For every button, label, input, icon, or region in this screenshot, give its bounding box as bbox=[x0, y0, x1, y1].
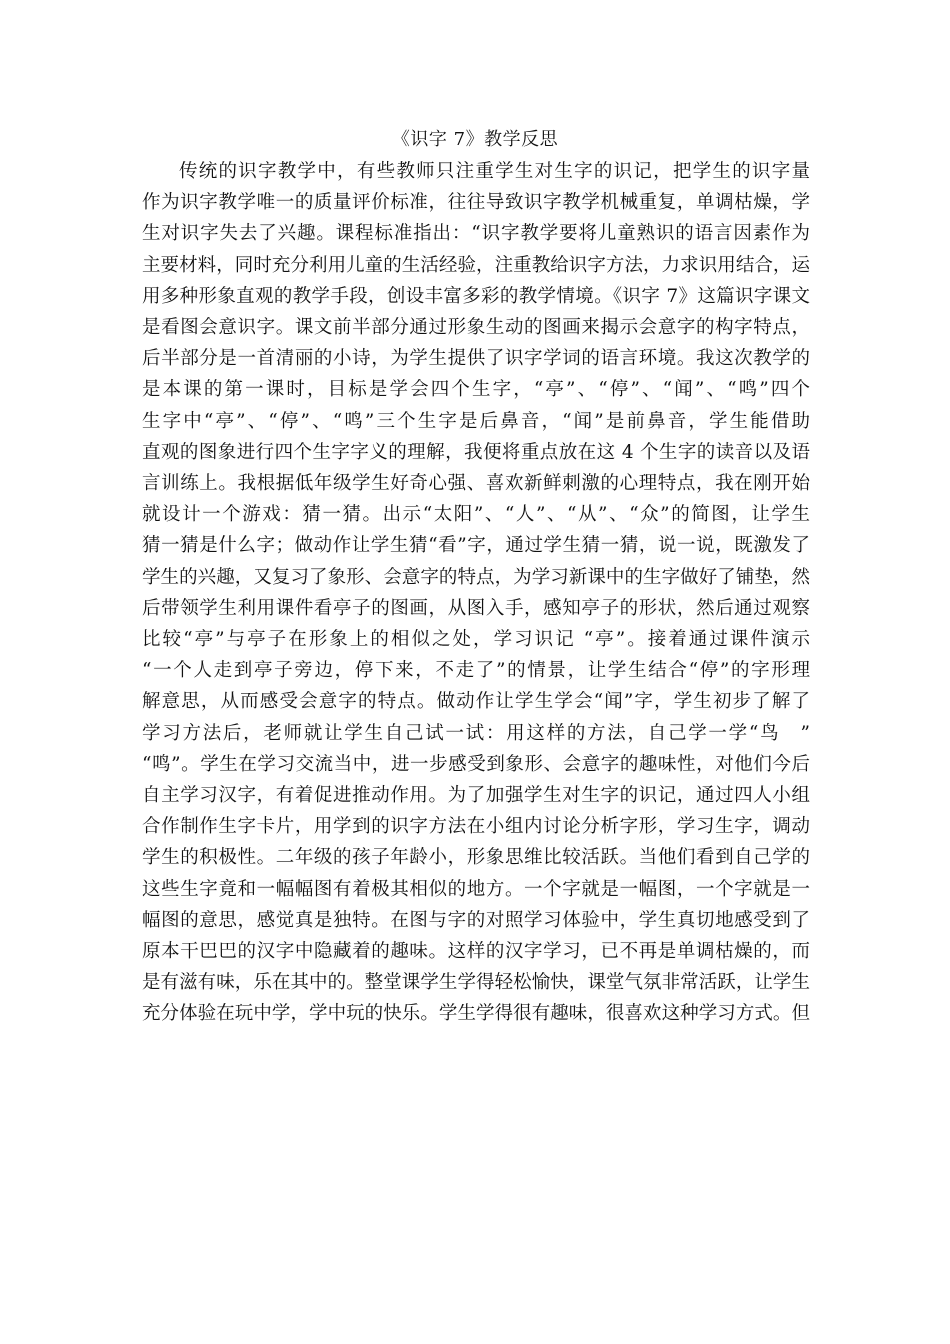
paragraph-line: 直观的图象进行四个生字字义的理解，我便将重点放在这 4 个生字的读音以及语 bbox=[142, 441, 810, 463]
paragraph-line: 合作制作生字卡片，用学到的识字方法在小组内讨论分析字形，学习生字，调动 bbox=[142, 816, 810, 838]
paragraph-line: “一个人走到亭子旁边，停下来，不走了”的情景，让学生结合“停”的字形理 bbox=[142, 660, 810, 682]
paragraph-line: 就设计一个游戏：猜一猜。出示“太阳”、“人”、“从”、“众”的简图，让学生 bbox=[142, 504, 810, 526]
paragraph-line: 后半部分是一首清丽的小诗，为学生提供了识字学词的语言环境。我这次教学的 bbox=[142, 348, 810, 370]
paragraph-line: 比较“亭”与亭子在形象上的相似之处，学习识记 “亭”。接着通过课件演示 bbox=[142, 629, 810, 651]
paragraph-line: 主要材料，同时充分利用儿童的生活经验，注重教给识字方法，力求识用结合，运 bbox=[142, 254, 810, 276]
paragraph-line: 是有滋有味，乐在其中的。整堂课学生学得轻松愉快，课堂气氛非常活跃，让学生 bbox=[142, 972, 810, 994]
paragraph-line: 幅图的意思，感觉真是独特。在图与字的对照学习体验中，学生真切地感受到了 bbox=[142, 909, 810, 931]
paragraph-line: 猜一猜是什么字；做动作让学生猜“看”字，通过学生猜一猜，说一说，既激发了 bbox=[142, 535, 810, 557]
paragraph-line: 用多种形象直观的教学手段，创设丰富多彩的教学情境。《识字 7》这篇识字课文 bbox=[142, 285, 810, 307]
paragraph-line: 作为识字教学唯一的质量评价标准，往往导致识字教学机械重复，单调枯燥，学 bbox=[142, 192, 810, 214]
document-body bbox=[142, 156, 810, 1030]
paragraph-line: 生字中“亭”、“停”、“鸣”三个生字是后鼻音，“闻”是前鼻音，学生能借助 bbox=[142, 410, 810, 432]
paragraph-line: “鸣”。学生在学习交流当中，进一步感受到象形、会意字的趣味性，对他们今后 bbox=[142, 753, 810, 775]
paragraph-line: 学生的积极性。二年级的孩子年龄小，形象思维比较活跃。当他们看到自己学的 bbox=[142, 847, 810, 869]
paragraph-line: 是本课的第一课时，目标是学会四个生字，“亭”、“停”、“闻”、“鸣”四个 bbox=[142, 379, 810, 401]
paragraph-line: 自主学习汉字，有着促进推动作用。为了加强学生对生字的识记，通过四人小组 bbox=[142, 785, 810, 807]
paragraph-line: 解意思，从而感受会意字的特点。做动作让学生学会“闻”字，学生初步了解了 bbox=[142, 691, 810, 713]
paragraph-line: 学习方法后，老师就让学生自己试一试：用这样的方法，自己学一学“鸟 ” bbox=[142, 722, 810, 744]
paragraph-line: 言训练上。我根据低年级学生好奇心强、喜欢新鲜刺激的心理特点，我在刚开始 bbox=[142, 473, 810, 495]
paragraph-line: 原本干巴巴的汉字中隐藏着的趣味。这样的汉字学习，已不再是单调枯燥的，而 bbox=[142, 941, 810, 963]
document-title: 《识字 7》教学反思 bbox=[391, 129, 559, 150]
paragraph-line: 充分体验在玩中学，学中玩的快乐。学生学得很有趣味，很喜欢这种学习方式。但 bbox=[142, 1003, 810, 1025]
paragraph-line: 是看图会意识字。课文前半部分通过形象生动的图画来揭示会意字的构字特点， bbox=[142, 317, 810, 339]
paragraph-line: 这些生字竟和一幅幅图有着极其相似的地方。一个字就是一幅图，一个字就是一 bbox=[142, 878, 810, 900]
paragraph-line: 后带领学生利用课件看亭子的图画，从图入手，感知亭子的形状，然后通过观察 bbox=[142, 597, 810, 619]
paragraph-line: 学生的兴趣，又复习了象形、会意字的特点，为学习新课中的生字做好了铺垫，然 bbox=[142, 566, 810, 588]
paragraph-line: 传统的识字教学中，有些教师只注重学生对生字的识记，把学生的识字量 bbox=[179, 161, 810, 182]
paragraph-line: 生对识字失去了兴趣。课程标准指出：“识字教学要将儿童熟识的语言因素作为 bbox=[142, 223, 810, 245]
